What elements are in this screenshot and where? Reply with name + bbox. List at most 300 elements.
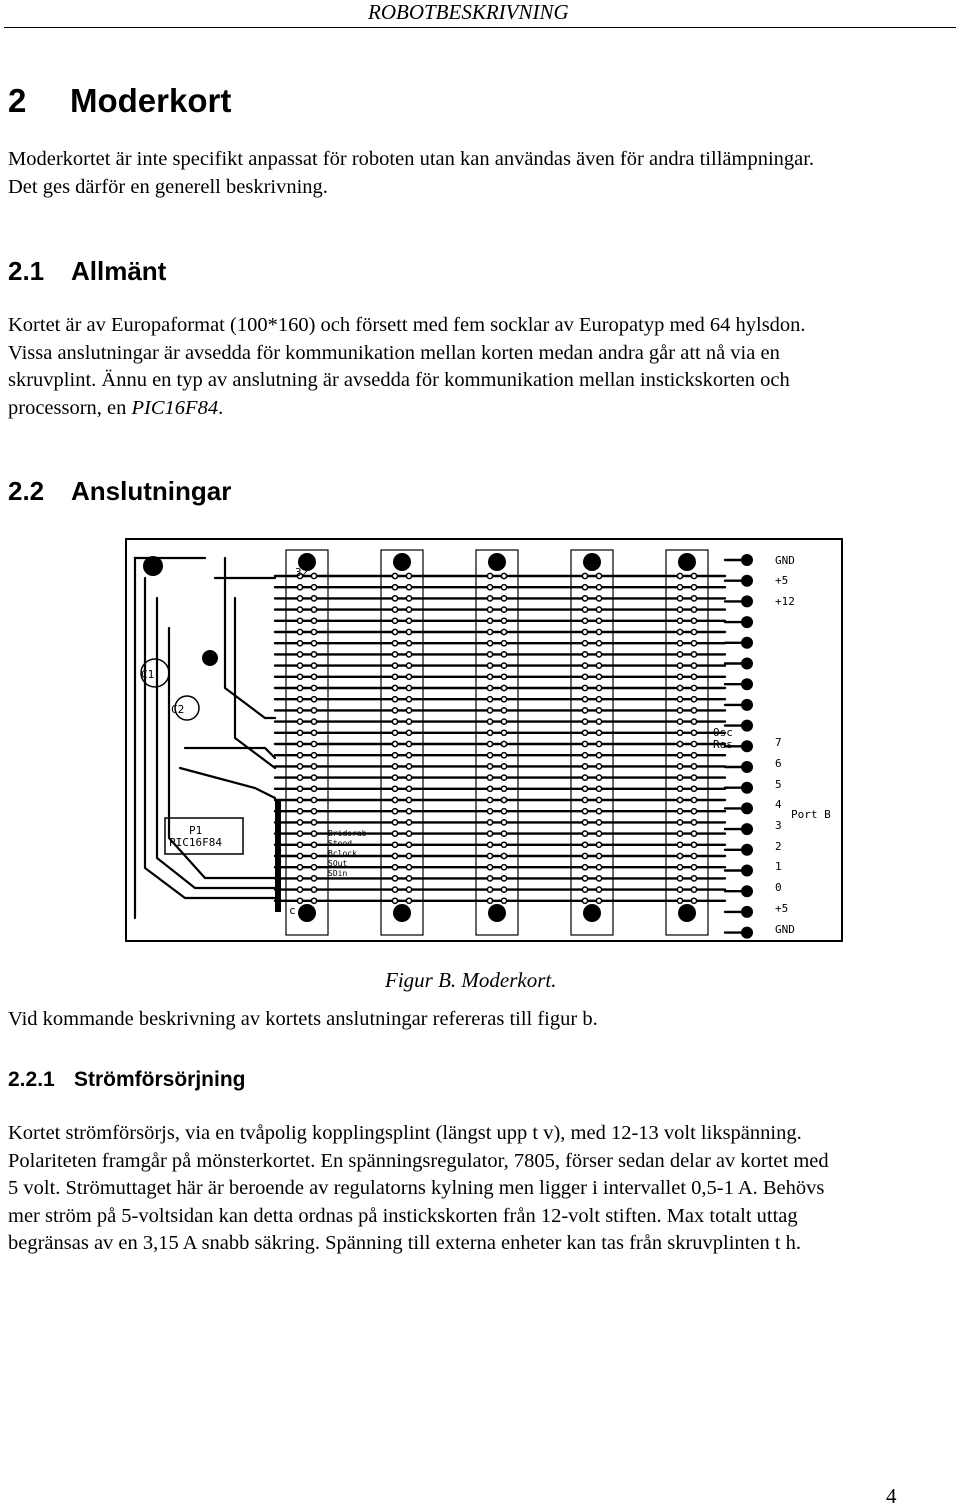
pin-pad bbox=[501, 585, 506, 590]
pin-pad bbox=[582, 697, 587, 702]
pin-pad bbox=[297, 764, 302, 769]
mount-hole bbox=[488, 553, 506, 571]
pin-pad bbox=[392, 663, 397, 668]
pin-pad bbox=[487, 898, 492, 903]
label-c1: C1 bbox=[141, 668, 155, 681]
pin-pad bbox=[582, 853, 587, 858]
section-heading bbox=[8, 82, 231, 120]
pin-pad bbox=[487, 585, 492, 590]
pin-pad bbox=[677, 652, 682, 657]
pin-pad bbox=[677, 607, 682, 612]
pin-pad bbox=[501, 618, 506, 623]
label-bit-0: 0 bbox=[775, 881, 782, 894]
text-run: . bbox=[218, 396, 224, 419]
pin-pad bbox=[596, 887, 601, 892]
pin-pad bbox=[582, 585, 587, 590]
pin-pad bbox=[691, 585, 696, 590]
pin-pad bbox=[392, 596, 397, 601]
page-header bbox=[0, 0, 960, 26]
pin-pad bbox=[691, 865, 696, 870]
mount-hole bbox=[678, 904, 696, 922]
pin-pad bbox=[311, 674, 316, 679]
pin-pad bbox=[297, 786, 302, 791]
subsubsection-title: Strömförsörjning bbox=[74, 1068, 246, 1091]
pin-pad bbox=[677, 898, 682, 903]
pin-pad bbox=[487, 708, 492, 713]
pin-pad bbox=[487, 719, 492, 724]
pin-pad bbox=[596, 853, 601, 858]
pin-pad bbox=[297, 887, 302, 892]
pin-pad bbox=[691, 697, 696, 702]
pin-pad bbox=[487, 607, 492, 612]
pin-pad bbox=[406, 607, 411, 612]
pin-pad bbox=[406, 730, 411, 735]
pin-pad bbox=[311, 685, 316, 690]
pin-pad bbox=[501, 764, 506, 769]
pin-pad bbox=[596, 797, 601, 802]
pin-pad bbox=[691, 607, 696, 612]
pin-pad bbox=[501, 641, 506, 646]
pin-pad bbox=[677, 618, 682, 623]
pin-pad bbox=[691, 663, 696, 668]
pin-pad bbox=[487, 809, 492, 814]
pin-pad bbox=[677, 775, 682, 780]
pin-pad bbox=[392, 573, 397, 578]
pin-pad bbox=[297, 652, 302, 657]
pin-pad bbox=[487, 753, 492, 758]
pin-pad bbox=[691, 741, 696, 746]
terminal-pad bbox=[741, 554, 753, 566]
pin-pad bbox=[392, 853, 397, 858]
pin-pad bbox=[596, 652, 601, 657]
pin-pad bbox=[311, 865, 316, 870]
pin-pad bbox=[501, 674, 506, 679]
pin-pad bbox=[297, 741, 302, 746]
pin-pad bbox=[406, 865, 411, 870]
pin-pad bbox=[406, 809, 411, 814]
pin-pad bbox=[311, 853, 316, 858]
label-signal: Bridsrab bbox=[328, 829, 367, 838]
pin-pad bbox=[582, 876, 587, 881]
pin-pad bbox=[406, 853, 411, 858]
label-plus5-bottom: +5 bbox=[775, 902, 789, 915]
label-bit-5: 5 bbox=[775, 778, 782, 791]
pin-pad bbox=[501, 898, 506, 903]
pin-pad bbox=[297, 797, 302, 802]
pin-pad bbox=[501, 809, 506, 814]
pin-pad bbox=[501, 842, 506, 847]
section-number: 2 bbox=[8, 82, 27, 119]
pin-pad bbox=[487, 820, 492, 825]
pin-pad bbox=[406, 753, 411, 758]
terminal-pad bbox=[741, 616, 753, 628]
subsection-title: Anslutningar bbox=[71, 476, 232, 506]
pin-pad bbox=[487, 775, 492, 780]
paragraph-line: mer ström på 5-voltsidan kan detta ordnas på instickskorten från 12-volt stiften. Max totalt uttag bbox=[8, 1204, 798, 1227]
pin-pad bbox=[392, 786, 397, 791]
pin-pad bbox=[487, 663, 492, 668]
pin-pad bbox=[596, 663, 601, 668]
pin-pad bbox=[691, 842, 696, 847]
label-signal: Stood bbox=[328, 839, 353, 848]
pin-pad bbox=[297, 697, 302, 702]
pin-pad bbox=[677, 865, 682, 870]
subsubsection-number: 2.2.1 bbox=[8, 1068, 55, 1091]
pin-pad bbox=[406, 898, 411, 903]
pin-pad bbox=[487, 641, 492, 646]
pin-pad bbox=[487, 786, 492, 791]
pin-pad bbox=[677, 842, 682, 847]
pin-pad bbox=[311, 831, 316, 836]
pin-pad bbox=[582, 842, 587, 847]
running-title: ROBOTBESKRIVNING bbox=[368, 0, 569, 24]
pin-pad bbox=[677, 853, 682, 858]
pin-pad bbox=[406, 629, 411, 634]
intro-paragraph bbox=[8, 146, 956, 201]
terminal-pad bbox=[741, 844, 753, 856]
pin-pad bbox=[677, 708, 682, 713]
pin-pad bbox=[596, 697, 601, 702]
pin-pad bbox=[406, 685, 411, 690]
pin-pad bbox=[501, 730, 506, 735]
label-socket-c1: c 1 bbox=[289, 904, 309, 917]
label-signal: SOut bbox=[328, 859, 348, 868]
pin-pad bbox=[691, 685, 696, 690]
pin-pad bbox=[501, 853, 506, 858]
label-gnd-bottom: GND bbox=[775, 923, 795, 936]
pin-pad bbox=[501, 708, 506, 713]
pin-pad bbox=[487, 876, 492, 881]
pin-pad bbox=[297, 809, 302, 814]
mount-hole bbox=[488, 904, 506, 922]
pin-pad bbox=[677, 753, 682, 758]
pin-pad bbox=[677, 764, 682, 769]
pin-pad bbox=[406, 652, 411, 657]
pin-pad bbox=[596, 730, 601, 735]
pin-pad bbox=[392, 898, 397, 903]
pin-pad bbox=[297, 730, 302, 735]
terminal-pad bbox=[741, 782, 753, 794]
pin-pad bbox=[582, 708, 587, 713]
pin-pad bbox=[582, 753, 587, 758]
terminal-pad bbox=[741, 927, 753, 939]
pin-pad bbox=[691, 775, 696, 780]
pin-pad bbox=[487, 797, 492, 802]
paragraph-line: Vissa anslutningar är avsedda för kommunikation mellan korten medan andra går att nå via en bbox=[8, 341, 780, 364]
pin-pad bbox=[596, 898, 601, 903]
pin-pad bbox=[392, 887, 397, 892]
pin-pad bbox=[311, 898, 316, 903]
pin-pad bbox=[691, 764, 696, 769]
pin-pad bbox=[392, 753, 397, 758]
pin-pad bbox=[582, 719, 587, 724]
pin-pad bbox=[677, 585, 682, 590]
terminal-pad bbox=[741, 658, 753, 670]
pin-pad bbox=[406, 876, 411, 881]
pin-pad bbox=[487, 685, 492, 690]
pin-pad bbox=[677, 674, 682, 679]
pin-pad bbox=[691, 797, 696, 802]
pin-pad bbox=[691, 876, 696, 881]
pin-pad bbox=[311, 764, 316, 769]
pin-pad bbox=[311, 618, 316, 623]
pin-pad bbox=[582, 775, 587, 780]
pin-pad bbox=[582, 865, 587, 870]
pin-pad bbox=[311, 797, 316, 802]
pin-pad bbox=[392, 876, 397, 881]
pin-pad bbox=[487, 674, 492, 679]
pin-pad bbox=[582, 820, 587, 825]
subsection-number: 2.2 bbox=[8, 476, 45, 506]
pin-pad bbox=[392, 674, 397, 679]
paragraph-line: Vid kommande beskrivning av kortets anslutningar refereras till figur b. bbox=[8, 1008, 598, 1030]
subsection-heading-allmant bbox=[8, 256, 166, 287]
pin-pad bbox=[677, 663, 682, 668]
label-pic: PIC16F84 bbox=[169, 836, 222, 849]
pin-pad bbox=[691, 618, 696, 623]
pin-pad bbox=[311, 607, 316, 612]
label-bit-3: 3 bbox=[775, 819, 782, 832]
pin-pad bbox=[501, 887, 506, 892]
pin-pad bbox=[596, 775, 601, 780]
pin-pad bbox=[297, 708, 302, 713]
terminal-pad bbox=[741, 906, 753, 918]
pin-pad bbox=[406, 663, 411, 668]
pin-pad bbox=[691, 809, 696, 814]
pin-pad bbox=[582, 641, 587, 646]
pin-pad bbox=[501, 876, 506, 881]
pin-pad bbox=[487, 887, 492, 892]
section-title: Moderkort bbox=[70, 82, 232, 119]
pin-pad bbox=[596, 674, 601, 679]
mount-hole bbox=[583, 553, 601, 571]
pin-pad bbox=[691, 786, 696, 791]
pin-pad bbox=[406, 674, 411, 679]
pin-pad bbox=[582, 797, 587, 802]
pin-pad bbox=[311, 753, 316, 758]
pin-pad bbox=[582, 674, 587, 679]
pin-pad bbox=[392, 585, 397, 590]
pin-pad bbox=[311, 876, 316, 881]
pin-pad bbox=[582, 607, 587, 612]
pin-pad bbox=[691, 596, 696, 601]
label-osc: Osc bbox=[713, 726, 733, 739]
pin-pad bbox=[392, 685, 397, 690]
pin-pad bbox=[406, 764, 411, 769]
signal-header bbox=[275, 800, 281, 912]
pin-pad bbox=[406, 697, 411, 702]
pin-pad bbox=[677, 573, 682, 578]
pin-pad bbox=[501, 573, 506, 578]
pin-pad bbox=[392, 629, 397, 634]
subsubsection-heading-stromforsorjning bbox=[8, 1068, 246, 1092]
label-res: Res bbox=[713, 738, 733, 751]
pin-pad bbox=[392, 831, 397, 836]
pin-pad bbox=[691, 719, 696, 724]
pin-pad bbox=[297, 753, 302, 758]
pin-pad bbox=[691, 652, 696, 657]
pin-pad bbox=[311, 775, 316, 780]
pin-pad bbox=[596, 876, 601, 881]
pin-pad bbox=[487, 596, 492, 601]
pin-pad bbox=[487, 629, 492, 634]
terminal-pad bbox=[741, 740, 753, 752]
pin-pad bbox=[392, 865, 397, 870]
pin-pad bbox=[311, 741, 316, 746]
pin-pad bbox=[691, 629, 696, 634]
pin-pad bbox=[297, 853, 302, 858]
pin-pad bbox=[501, 596, 506, 601]
pin-pad bbox=[582, 741, 587, 746]
pin-pad bbox=[311, 820, 316, 825]
pin-pad bbox=[501, 775, 506, 780]
pin-pad bbox=[487, 652, 492, 657]
pin-pad bbox=[487, 697, 492, 702]
pcb-figure bbox=[125, 538, 843, 942]
pin-pad bbox=[596, 865, 601, 870]
label-socket-32: 32 bbox=[295, 566, 309, 579]
pin-pad bbox=[677, 596, 682, 601]
pin-pad bbox=[501, 652, 506, 657]
pin-pad bbox=[501, 753, 506, 758]
pin-pad bbox=[677, 741, 682, 746]
pin-pad bbox=[311, 697, 316, 702]
pin-pad bbox=[691, 853, 696, 858]
label-p1: P1 bbox=[189, 824, 203, 837]
pin-pad bbox=[691, 887, 696, 892]
mount-hole bbox=[393, 553, 411, 571]
terminal-pad bbox=[741, 720, 753, 732]
pin-pad bbox=[582, 898, 587, 903]
pic-model-name: PIC16F84 bbox=[131, 396, 219, 419]
pin-pad bbox=[406, 797, 411, 802]
pin-pad bbox=[406, 708, 411, 713]
pin-pad bbox=[501, 865, 506, 870]
terminal-pad bbox=[741, 885, 753, 897]
pin-pad bbox=[311, 842, 316, 847]
pin-pad bbox=[501, 697, 506, 702]
pin-pad bbox=[406, 842, 411, 847]
after-figure-paragraph bbox=[8, 1006, 956, 1034]
pin-pad bbox=[677, 719, 682, 724]
pin-pad bbox=[596, 573, 601, 578]
pin-pad bbox=[501, 663, 506, 668]
pin-pad bbox=[596, 753, 601, 758]
label-signal: Bclock bbox=[328, 849, 357, 858]
label-c2: C2 bbox=[171, 703, 185, 716]
pin-pad bbox=[406, 820, 411, 825]
pin-pad bbox=[406, 618, 411, 623]
pin-pad bbox=[501, 797, 506, 802]
pin-pad bbox=[406, 719, 411, 724]
pin-pad bbox=[392, 618, 397, 623]
pin-pad bbox=[691, 820, 696, 825]
pin-pad bbox=[487, 831, 492, 836]
pin-pad bbox=[596, 596, 601, 601]
pin-pad bbox=[677, 820, 682, 825]
pin-pad bbox=[297, 719, 302, 724]
pin-pad bbox=[311, 573, 316, 578]
pin-pad bbox=[691, 753, 696, 758]
pin-pad bbox=[311, 596, 316, 601]
pin-pad bbox=[297, 831, 302, 836]
terminal-pad bbox=[741, 699, 753, 711]
allmant-paragraph bbox=[8, 312, 956, 422]
paragraph-line: Polariteten framgår på mönsterkortet. En spänningsregulator, 7805, förser sedan delar av kortet med bbox=[8, 1149, 829, 1172]
pin-pad bbox=[691, 641, 696, 646]
label-bit-7: 7 bbox=[775, 736, 782, 749]
pin-pad bbox=[691, 898, 696, 903]
pin-pad bbox=[392, 730, 397, 735]
pin-pad bbox=[297, 865, 302, 870]
pin-pad bbox=[392, 708, 397, 713]
pin-pad bbox=[677, 887, 682, 892]
pin-pad bbox=[677, 685, 682, 690]
terminal-pad bbox=[741, 678, 753, 690]
pin-pad bbox=[311, 652, 316, 657]
pin-pad bbox=[582, 786, 587, 791]
mount-hole bbox=[678, 553, 696, 571]
pin-pad bbox=[311, 719, 316, 724]
terminal-pad bbox=[741, 637, 753, 649]
pin-pad bbox=[406, 596, 411, 601]
pin-pad bbox=[596, 719, 601, 724]
pin-pad bbox=[501, 786, 506, 791]
pin-pad bbox=[311, 887, 316, 892]
pin-pad bbox=[297, 775, 302, 780]
mount-hole bbox=[393, 904, 411, 922]
pin-pad bbox=[392, 719, 397, 724]
pin-pad bbox=[311, 585, 316, 590]
paragraph-line: skruvplint. Ännu en typ av anslutning är avsedda för kommunikation mellan instickskorten och bbox=[8, 369, 790, 391]
page-number: 4 bbox=[886, 1484, 897, 1508]
terminal-pad bbox=[741, 761, 753, 773]
pin-pad bbox=[392, 775, 397, 780]
pin-pad bbox=[677, 831, 682, 836]
paragraph-line: Kortet är av Europaformat (100*160) och försett med fem socklar av Europatyp med 64 hylsdon. bbox=[8, 314, 806, 336]
pin-pad bbox=[311, 786, 316, 791]
pin-pad bbox=[596, 842, 601, 847]
label-plus5-top: +5 bbox=[775, 574, 789, 587]
pin-pad bbox=[487, 764, 492, 769]
pin-pad bbox=[501, 719, 506, 724]
pin-pad bbox=[582, 652, 587, 657]
pin-pad bbox=[487, 730, 492, 735]
pin-pad bbox=[582, 764, 587, 769]
pin-pad bbox=[297, 641, 302, 646]
pin-pad bbox=[501, 607, 506, 612]
pin-pad bbox=[691, 708, 696, 713]
pin-pad bbox=[392, 764, 397, 769]
figure-caption: Figur B. Moderkort. bbox=[385, 968, 557, 992]
pin-pad bbox=[297, 629, 302, 634]
pin-pad bbox=[596, 809, 601, 814]
label-port-b: Port B bbox=[791, 808, 831, 821]
terminal-pad bbox=[741, 802, 753, 814]
pin-pad bbox=[406, 741, 411, 746]
pin-pad bbox=[596, 685, 601, 690]
pin-pad bbox=[691, 831, 696, 836]
pin-pad bbox=[392, 607, 397, 612]
pin-pad bbox=[582, 573, 587, 578]
text-run: processorn, en bbox=[8, 396, 132, 419]
pin-pad bbox=[392, 809, 397, 814]
label-gnd-top: GND bbox=[775, 554, 795, 567]
pin-pad bbox=[297, 607, 302, 612]
pin-pad bbox=[297, 618, 302, 623]
pin-pad bbox=[297, 842, 302, 847]
regulator-pad bbox=[202, 650, 218, 666]
